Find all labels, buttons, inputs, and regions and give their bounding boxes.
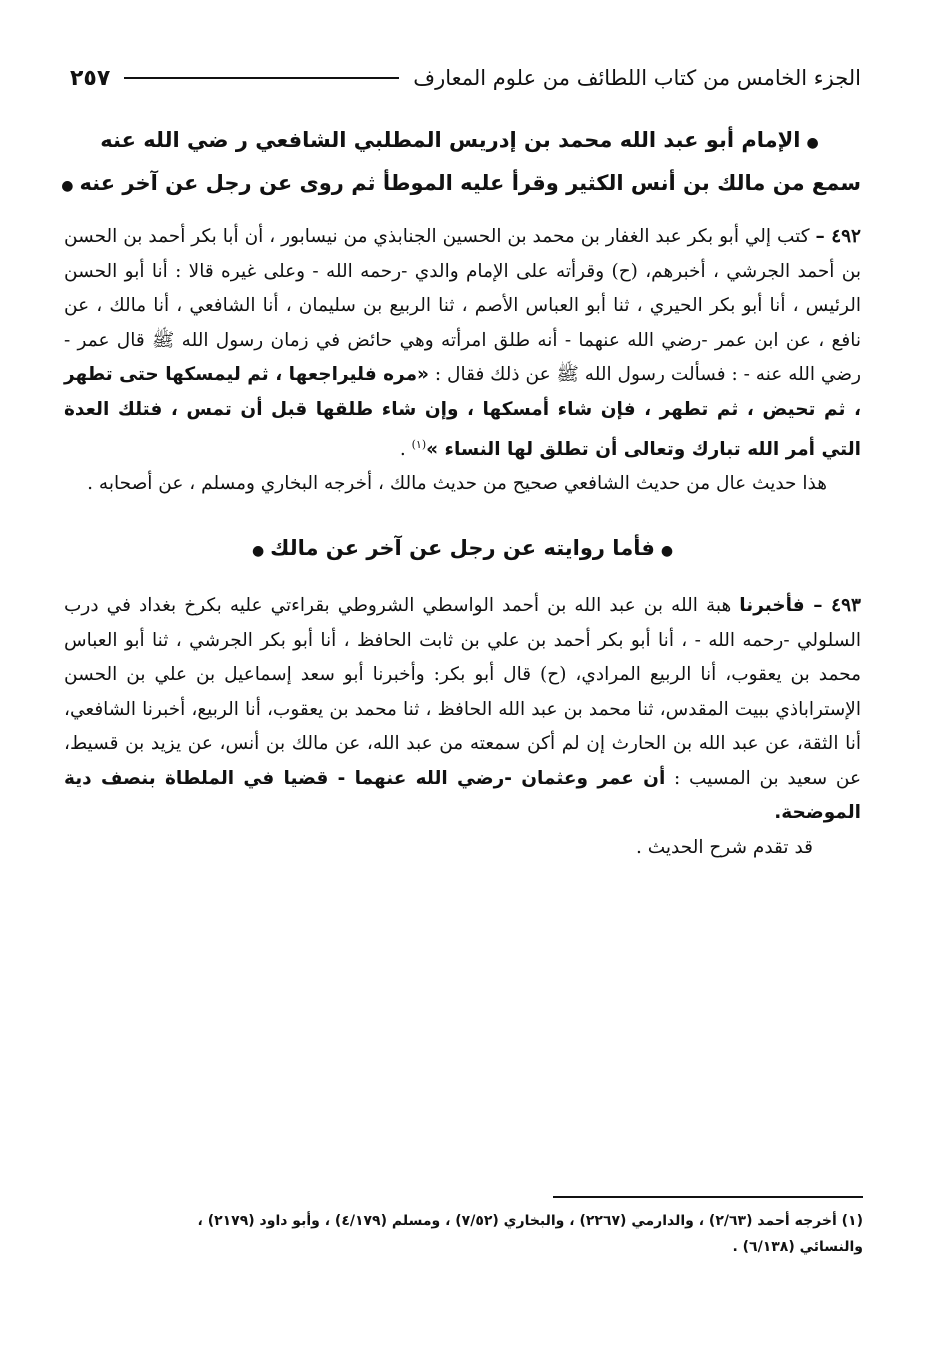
- footnote-1-line-1: (١) أخرجه أحمد (٢/٦٣) ، والدارمي (٢٢٦٧) ، والبخاري (٧/٥٢) ، ومسلم (٤/١٧٩) ، وأبو داود (٢١٧٩) ،: [197, 1213, 863, 1229]
- hadith-number-492: ٤٩٢ –: [815, 226, 861, 247]
- running-title: الجزء الخامس من كتاب اللطائف من علوم المعارف: [413, 66, 861, 90]
- footnote-rule: [553, 1196, 863, 1198]
- commentary-493: قد تقدم شرح الحديث .: [635, 837, 813, 859]
- page-number: ٢٥٧: [70, 65, 111, 91]
- footnotes: [64, 1208, 863, 1260]
- heading-riwaya-text: فأما روايته عن رجل عن آخر عن مالك: [270, 535, 655, 560]
- hadith-493-text: هبة الله بن عبد الله بن أحمد الواسطي الشروطي بقراءتي عليه بكرخ بغداد في درب السلولي -رحمه الله - ، أنا أبو بكر أحمد بن علي بن ثابت الحافظ ، أنا أبو بكر الجرشي ، ثنا أبو العباس محمد بن يعقوب، أنا الربيع المرادي، (ح) قال أبو بكر: وأخبرنا أبو سعد إسماعيل بن علي بن الحسن الإستراباذي ببيت المقدس، ثنا محمد بن عبد الله الحافظ ، ثنا محمد بن يعقوب، أنا الربيع، أخبرنا الشافعي، أنا الثقة، عن عبد الله بن الحارث إن لم أكن سمعته من عبد الله، عن مالك بن أنس، عن يزيد بن قسيط، عن سعيد بن المسيب :: [64, 594, 861, 789]
- hadith-492-matn: «مره فليراجعها ، ثم ليمسكها حتى تطهر ، ثم تحيض ، ثم تطهر ، فإن شاء أمسكها ، وإن شاء طلقها قبل أن تمس ، فتلك العدة التي أمر الله تبارك وتعالى أن تطلق لها النساء »: [64, 364, 861, 460]
- running-header: [70, 58, 861, 98]
- hadith-492-text: كتب إلي أبو بكر عبد الغفار بن محمد بن الحسين الجنابذي من نيسابور ، أن أبا بكر أحمد بن الحسن بن أحمد الجرشي ، أخبرهم، (ح) وقرأته على الإمام والدي -رحمه الله - وعلى غيره قالا : أنا أبو الحسن الرئيس ، أنا أبو بكر الحيري ، ثنا أبو العباس الأصم ، ثنا الربيع بن سليمان ، أنا الشافعي ، أنا مالك ، عن نافع ، عن ابن عمر -رضي الله عنهما - أنه طلق امرأته وهي حائض في زمان رسول الله ﷺ قال عمر - رضي الله عنه - : فسألت رسول الله ﷺ عن ذلك فقال :: [64, 226, 861, 386]
- section-heading-imam-2: [61, 163, 861, 206]
- hadith-492-end: .: [399, 438, 412, 460]
- hadith-493-matn: أن عمر وعثمان -رضي الله عنهما - قضيا في الملطاة بنصف دية الموضحة.: [64, 767, 861, 824]
- footnote-ref-1[interactable]: (١): [411, 437, 427, 451]
- section-heading-riwaya: [64, 528, 861, 571]
- bullet-icon: ●: [806, 135, 819, 151]
- footnote-1-line-2: والنسائي (٦/١٣٨) .: [732, 1239, 863, 1255]
- hadith-493: [64, 589, 861, 831]
- bullet-icon: ●: [660, 542, 674, 559]
- bullet-icon: ●: [61, 178, 74, 194]
- bullet-icon: ●: [251, 542, 265, 559]
- hadith-492: [64, 220, 861, 467]
- header-rule: [124, 77, 399, 79]
- section-heading-imam: [64, 120, 861, 163]
- heading-line-2: سمع من مالك بن أنس الكثير وقرأ عليه الموطأ ثم روى عن رجل عن آخر عنه: [79, 171, 861, 195]
- commentary-492: هذا حديث عال من حديث الشافعي صحيح من حديث مالك ، أخرجه البخاري ومسلم ، عن أصحابه .: [87, 473, 827, 495]
- hadith-493-start: فأخبرنا: [739, 594, 814, 616]
- heading-line-1: الإمام أبو عبد الله محمد بن إدريس المطلبي الشافعي ر ضي الله عنه: [100, 128, 801, 152]
- hadith-number-493: ٤٩٣ –: [813, 594, 861, 616]
- page-content: [61, 120, 861, 866]
